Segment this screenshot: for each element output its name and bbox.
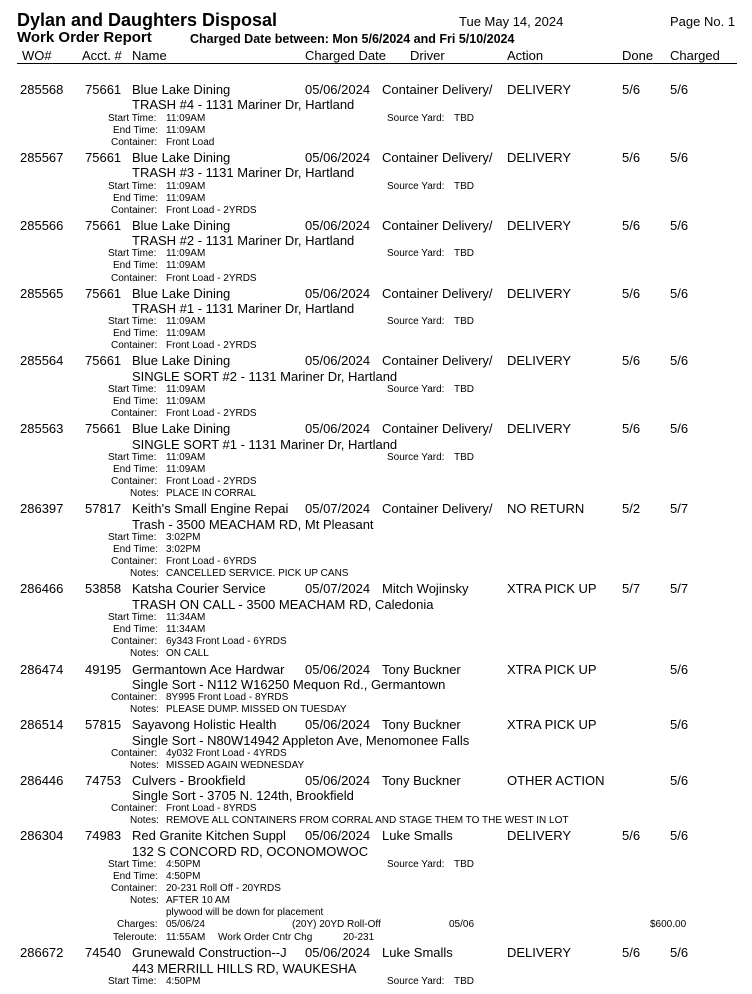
charged-date: 05/06/2024 <box>305 150 371 165</box>
charged-value: 5/6 <box>670 662 689 677</box>
column-header-name: Name <box>132 48 167 63</box>
start-time-value: 11:09AM <box>166 113 206 124</box>
column-header-acct: Acct. # <box>82 48 122 63</box>
wo-number: 286474 <box>20 662 64 677</box>
driver: Container Delivery/ <box>382 286 493 301</box>
container-label: Container: <box>111 636 158 647</box>
end-time-label: End Time: <box>113 464 159 475</box>
account-number: 75661 <box>85 150 122 165</box>
container-label: Container: <box>111 692 158 703</box>
charged-date: 05/07/2024 <box>305 581 371 596</box>
end-time-label: End Time: <box>113 396 159 407</box>
customer-name: Sayavong Holistic Health <box>132 717 277 732</box>
end-time-label: End Time: <box>113 125 159 136</box>
service-address: 443 MERRILL HILLS RD, WAUKESHA <box>132 961 357 976</box>
action: DELIVERY <box>507 945 572 960</box>
wo-number: 286672 <box>20 945 64 960</box>
charged-value: 5/7 <box>670 501 689 516</box>
account-number: 49195 <box>85 662 122 677</box>
wo-number: 286466 <box>20 581 64 596</box>
start-time-value: 11:34AM <box>166 612 206 623</box>
start-time-label: Start Time: <box>108 612 157 623</box>
charged-value: 5/6 <box>670 421 689 436</box>
charged-date: 05/06/2024 <box>305 773 371 788</box>
notes-label: Notes: <box>130 488 159 499</box>
container-value: Front Load - 8YRDS <box>166 803 257 814</box>
account-number: 53858 <box>85 581 122 596</box>
end-time-label: End Time: <box>113 328 159 339</box>
container-label: Container: <box>111 340 158 351</box>
wo-number: 285568 <box>20 82 64 97</box>
done-date: 5/6 <box>622 150 641 165</box>
container-value: 8Y995 Front Load - 8YRDS <box>166 692 289 703</box>
charged-date: 05/06/2024 <box>305 945 371 960</box>
end-time-value: 11:09AM <box>166 328 206 339</box>
container-value: 4y032 Front Load - 4YRDS <box>166 748 287 759</box>
charged-date: 05/06/2024 <box>305 218 371 233</box>
start-time-value: 4:50PM <box>166 976 201 987</box>
source-yard-value: TBD <box>454 316 474 327</box>
account-number: 75661 <box>85 82 122 97</box>
charged-date: 05/07/2024 <box>305 501 371 516</box>
column-header-charged: Charged <box>670 48 720 63</box>
customer-name: Blue Lake Dining <box>132 82 231 97</box>
start-time-label: Start Time: <box>108 859 157 870</box>
action: DELIVERY <box>507 150 572 165</box>
source-yard-label: Source Yard: <box>387 976 445 987</box>
start-time-value: 11:09AM <box>166 384 206 395</box>
notes-value: ON CALL <box>166 648 209 659</box>
service-address: TRASH #2 - 1131 Mariner Dr, Hartland <box>132 233 355 248</box>
action: DELIVERY <box>507 286 572 301</box>
container-label: Container: <box>111 408 158 419</box>
container-label: Container: <box>111 205 158 216</box>
action: XTRA PICK UP <box>507 581 597 596</box>
end-time-label: End Time: <box>113 871 159 882</box>
wo-number: 285564 <box>20 353 64 368</box>
done-date: 5/6 <box>622 945 641 960</box>
wo-number: 285567 <box>20 150 64 165</box>
charges-amount: $600.00 <box>650 919 687 930</box>
driver: Container Delivery/ <box>382 353 493 368</box>
charged-date: 05/06/2024 <box>305 286 371 301</box>
source-yard-value: TBD <box>454 113 474 124</box>
container-value: Front Load - 2YRDS <box>166 273 257 284</box>
end-time-value: 11:09AM <box>166 193 206 204</box>
header-divider <box>17 63 737 64</box>
account-number: 74753 <box>85 773 122 788</box>
start-time-label: Start Time: <box>108 316 157 327</box>
customer-name: Blue Lake Dining <box>132 286 231 301</box>
teleroute-label: Teleroute: <box>113 932 157 943</box>
end-time-value: 4:50PM <box>166 871 201 882</box>
wo-number: 285565 <box>20 286 64 301</box>
column-header-charged-date: Charged Date <box>305 48 386 63</box>
service-address: SINGLE SORT #2 - 1131 Mariner Dr, Hartland <box>132 369 398 384</box>
done-date: 5/6 <box>622 82 641 97</box>
source-yard-label: Source Yard: <box>387 113 445 124</box>
start-time-label: Start Time: <box>108 452 157 463</box>
container-value: Front Load - 6YRDS <box>166 556 257 567</box>
action: XTRA PICK UP <box>507 717 597 732</box>
account-number: 75661 <box>85 353 122 368</box>
customer-name: Germantown Ace Hardwar <box>132 662 285 677</box>
driver: Container Delivery/ <box>382 501 493 516</box>
charged-date: 05/06/2024 <box>305 662 371 677</box>
charged-value: 5/7 <box>670 581 689 596</box>
charged-value: 5/6 <box>670 773 689 788</box>
service-address: Single Sort - 3705 N. 124th, Brookfield <box>132 788 354 803</box>
customer-name: Culvers - Brookfield <box>132 773 246 788</box>
notes-value: MISSED AGAIN WEDNESDAY <box>166 760 305 771</box>
start-time-value: 11:09AM <box>166 248 206 259</box>
account-number: 57817 <box>85 501 122 516</box>
container-label: Container: <box>111 556 158 567</box>
teleroute-time: 11:55AM <box>166 932 206 943</box>
action: XTRA PICK UP <box>507 662 597 677</box>
service-address: SINGLE SORT #1 - 1131 Mariner Dr, Hartland <box>132 437 398 452</box>
account-number: 57815 <box>85 717 122 732</box>
done-date: 5/2 <box>622 501 641 516</box>
notes-value: PLACE IN CORRAL <box>166 488 257 499</box>
charged-value: 5/6 <box>670 218 689 233</box>
customer-name: Keith's Small Engine Repai <box>132 501 289 516</box>
account-number: 74540 <box>85 945 122 960</box>
service-address: TRASH #1 - 1131 Mariner Dr, Hartland <box>132 301 355 316</box>
account-number: 75661 <box>85 421 122 436</box>
service-address: 132 S CONCORD RD, OCONOMOWOC <box>132 844 369 859</box>
notes-value: CANCELLED SERVICE. PICK UP CANS <box>166 568 349 579</box>
date-range: Charged Date between: Mon 5/6/2024 and Fri 5/10/2024 <box>190 32 515 46</box>
report-title: Work Order Report <box>17 29 152 46</box>
done-date: 5/6 <box>622 286 641 301</box>
action: DELIVERY <box>507 218 572 233</box>
service-address: TRASH #3 - 1131 Mariner Dr, Hartland <box>132 165 355 180</box>
start-time-value: 4:50PM <box>166 859 201 870</box>
charges-label: Charges: <box>117 919 158 930</box>
customer-name: Grunewald Construction--J <box>132 945 287 960</box>
source-yard-label: Source Yard: <box>387 181 445 192</box>
wo-number: 285563 <box>20 421 64 436</box>
end-time-value: 11:09AM <box>166 464 206 475</box>
notes-value: PLEASE DUMP. MISSED ON TUESDAY <box>166 704 347 715</box>
start-time-value: 11:09AM <box>166 181 206 192</box>
driver: Luke Smalls <box>382 945 453 960</box>
action: DELIVERY <box>507 82 572 97</box>
container-label: Container: <box>111 273 158 284</box>
account-number: 75661 <box>85 286 122 301</box>
source-yard-value: TBD <box>454 384 474 395</box>
container-value: Front Load - 2YRDS <box>166 205 257 216</box>
end-time-label: End Time: <box>113 544 159 555</box>
action: NO RETURN <box>507 501 585 516</box>
end-time-value: 11:09AM <box>166 260 206 271</box>
driver: Container Delivery/ <box>382 82 493 97</box>
driver: Mitch Wojinsky <box>382 581 469 596</box>
source-yard-value: TBD <box>454 181 474 192</box>
notes-label: Notes: <box>130 568 159 579</box>
driver: Container Delivery/ <box>382 218 493 233</box>
notes-value: REMOVE ALL CONTAINERS FROM CORRAL AND STAGE THEM TO THE WEST IN LOT <box>166 815 569 826</box>
notes-label: Notes: <box>130 760 159 771</box>
customer-name: Blue Lake Dining <box>132 421 231 436</box>
notes-label: Notes: <box>130 648 159 659</box>
done-date: 5/6 <box>622 218 641 233</box>
container-label: Container: <box>111 803 158 814</box>
start-time-label: Start Time: <box>108 532 157 543</box>
source-yard-label: Source Yard: <box>387 452 445 463</box>
charged-value: 5/6 <box>670 828 689 843</box>
container-label: Container: <box>111 137 158 148</box>
end-time-label: End Time: <box>113 624 159 635</box>
source-yard-value: TBD <box>454 452 474 463</box>
wo-number: 286514 <box>20 717 64 732</box>
column-header-driver: Driver <box>410 48 445 63</box>
start-time-value: 11:09AM <box>166 452 206 463</box>
charged-date: 05/06/2024 <box>305 353 371 368</box>
teleroute-ref: 20-231 <box>343 932 375 943</box>
charges-service-date: 05/06 <box>449 919 475 930</box>
column-header-wo: WO# <box>22 48 52 63</box>
notes-continuation: plywood will be down for placement <box>166 907 324 918</box>
wo-number: 286304 <box>20 828 64 843</box>
charges-date: 05/06/24 <box>166 919 205 930</box>
column-header-done: Done <box>622 48 654 63</box>
print-date: Tue May 14, 2024 <box>459 14 564 29</box>
wo-number: 285566 <box>20 218 64 233</box>
teleroute-label-text: Work Order Cntr Chg <box>218 932 313 943</box>
source-yard-label: Source Yard: <box>387 248 445 259</box>
driver: Container Delivery/ <box>382 421 493 436</box>
wo-number: 286397 <box>20 501 64 516</box>
customer-name: Katsha Courier Service <box>132 581 266 596</box>
end-time-value: 3:02PM <box>166 544 201 555</box>
customer-name: Red Granite Kitchen Suppl <box>132 828 286 843</box>
charged-date: 05/06/2024 <box>305 717 371 732</box>
end-time-value: 11:09AM <box>166 396 206 407</box>
column-header-action: Action <box>507 48 544 63</box>
done-date: 5/7 <box>622 581 641 596</box>
source-yard-label: Source Yard: <box>387 316 445 327</box>
action: DELIVERY <box>507 828 572 843</box>
driver: Tony Buckner <box>382 717 461 732</box>
done-date: 5/6 <box>622 828 641 843</box>
container-value: Front Load - 2YRDS <box>166 408 257 419</box>
service-address: Single Sort - N80W14942 Appleton Ave, Menomonee Falls <box>132 733 470 748</box>
source-yard-value: TBD <box>454 859 474 870</box>
source-yard-value: TBD <box>454 976 474 987</box>
container-label: Container: <box>111 476 158 487</box>
source-yard-value: TBD <box>454 248 474 259</box>
container-value: Front Load - 2YRDS <box>166 476 257 487</box>
container-value: 6y343 Front Load - 6YRDS <box>166 636 287 647</box>
notes-label: Notes: <box>130 704 159 715</box>
service-address: TRASH ON CALL - 3500 MEACHAM RD, Caledonia <box>132 597 434 612</box>
start-time-label: Start Time: <box>108 248 157 259</box>
end-time-label: End Time: <box>113 193 159 204</box>
charged-date: 05/06/2024 <box>305 828 371 843</box>
done-date: 5/6 <box>622 353 641 368</box>
start-time-label: Start Time: <box>108 976 157 987</box>
customer-name: Blue Lake Dining <box>132 353 231 368</box>
container-value: 20-231 Roll Off - 20YRDS <box>166 883 281 894</box>
end-time-label: End Time: <box>113 260 159 271</box>
start-time-label: Start Time: <box>108 181 157 192</box>
driver: Luke Smalls <box>382 828 453 843</box>
customer-name: Blue Lake Dining <box>132 150 231 165</box>
start-time-value: 11:09AM <box>166 316 206 327</box>
account-number: 75661 <box>85 218 122 233</box>
driver: Tony Buckner <box>382 773 461 788</box>
driver: Tony Buckner <box>382 662 461 677</box>
charged-value: 5/6 <box>670 82 689 97</box>
action: DELIVERY <box>507 421 572 436</box>
notes-label: Notes: <box>130 815 159 826</box>
start-time-label: Start Time: <box>108 113 157 124</box>
charged-value: 5/6 <box>670 286 689 301</box>
charges-description: (20Y) 20YD Roll-Off <box>292 919 381 930</box>
charged-value: 5/6 <box>670 945 689 960</box>
wo-number: 286446 <box>20 773 64 788</box>
charged-value: 5/6 <box>670 150 689 165</box>
charged-value: 5/6 <box>670 717 689 732</box>
container-label: Container: <box>111 748 158 759</box>
driver: Container Delivery/ <box>382 150 493 165</box>
service-address: Trash - 3500 MEACHAM RD, Mt Pleasant <box>132 517 374 532</box>
customer-name: Blue Lake Dining <box>132 218 231 233</box>
charged-value: 5/6 <box>670 353 689 368</box>
source-yard-label: Source Yard: <box>387 384 445 395</box>
action: OTHER ACTION <box>507 773 605 788</box>
company-name: Dylan and Daughters Disposal <box>17 10 278 30</box>
service-address: TRASH #4 - 1131 Mariner Dr, Hartland <box>132 97 355 112</box>
start-time-value: 3:02PM <box>166 532 201 543</box>
container-value: Front Load <box>166 137 215 148</box>
action: DELIVERY <box>507 353 572 368</box>
account-number: 74983 <box>85 828 122 843</box>
charged-date: 05/06/2024 <box>305 421 371 436</box>
start-time-label: Start Time: <box>108 384 157 395</box>
source-yard-label: Source Yard: <box>387 859 445 870</box>
charged-date: 05/06/2024 <box>305 82 371 97</box>
page-number: Page No. 1 <box>670 14 736 29</box>
notes-label: Notes: <box>130 895 159 906</box>
container-value: Front Load - 2YRDS <box>166 340 257 351</box>
service-address: Single Sort - N112 W16250 Mequon Rd., Germantown <box>132 677 446 692</box>
container-label: Container: <box>111 883 158 894</box>
done-date: 5/6 <box>622 421 641 436</box>
end-time-value: 11:34AM <box>166 624 206 635</box>
notes-value: AFTER 10 AM <box>166 895 230 906</box>
end-time-value: 11:09AM <box>166 125 206 136</box>
